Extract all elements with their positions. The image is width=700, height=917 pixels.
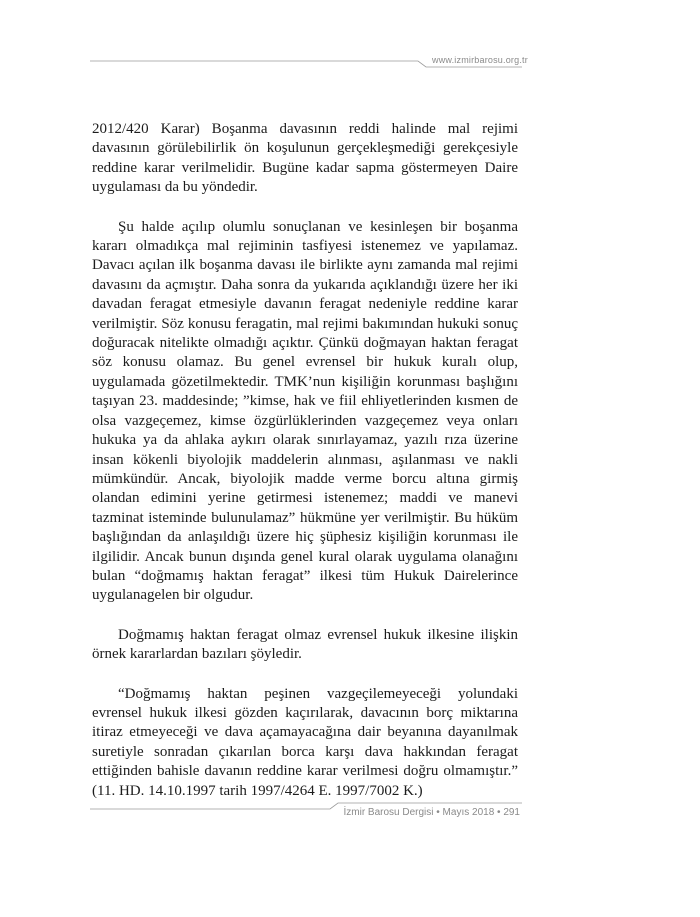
header-url: www.izmirbarosu.org.tr (432, 55, 528, 65)
header-rule (90, 56, 522, 68)
paragraph-2: Şu halde açılıp olumlu sonuçlanan ve kesinleşen bir boşanma kararı olmadıkça mal rejiminin tasfiyesi istenemez ve yapılamaz. Davacı açılan ilk boşanma davası ile birlikte aynı zamanda mal rejimi davasını da açmıştır. Daha sonra da yukarıda açıklandığı üzere her iki davadan feragat etmesiyle davanın feragat nedeniyle reddine karar verilmiştir. Söz konusu feragatin, mal rejimi bakımından hukuki sonuç doğuracak nitelikte olmadığı açıktır. Çünkü doğmayan haktan feragat söz konusu olamaz. Bu genel evrensel bir hukuk kuralı olup, uygulamada gözetilmektedir. TMK’nun kişiliğin korunması başlığını taşıyan 23. maddesinde; ”kimse, hak ve fiil ehliyetlerinden kısmen de olsa vazgeçemez, kimse özgürlüklerinden vazgeçemez veya onları hukuka ya da ahlaka aykırı olarak sınırlayamaz, yazılı rıza üzerine insan kökenli biyolojik maddelerin alınması, aşılanması ve nakli mümkündür. Ancak, biyolojik madde verme borcu altına girmiş olandan edimini yerine getirmesi istenemez; maddi ve manevi tazminat isteminde bulunulamaz” hükmüne yer verilmiştir. Bu hüküm başlığından da anlaşıldığı üzere hiç şüphesiz kişiliğin korunması ile ilgilidir. Ancak bunun dışında genel kural olarak uygulama olanağını bulan “doğmamış haktan feragat” ilkesi tüm Hukuk Dairelerince uygulanagelen bir olgudur. (92, 218, 518, 604)
paragraph-3: Doğmamış haktan feragat olmaz evrensel hukuk ilkesine ilişkin örnek kararlardan bazıları şöyledir. (92, 626, 518, 663)
footer-journal-info: İzmir Barosu Dergisi • Mayıs 2018 • 291 (343, 807, 520, 818)
paragraph-1: 2012/420 Karar) Boşanma davasının reddi halinde mal rejimi davasının görülebilirlik ön koşulunun gerçekleşmediği gerekçesiyle reddine karar verilmelidir. Bugüne kadar sapma göstermeyen Daire uygulaması da bu yöndedir. (92, 121, 518, 196)
body-text (92, 120, 518, 801)
paragraph-4: “Doğmamış haktan peşinen vazgeçilemeyeceği yolundaki evrensel hukuk ilkesi gözden kaçırılarak, davacının borç miktarına itiraz etmeyeceği ve dava açamayacağına dair beyanına dayanılmak suretiyle sonradan çıkarılan borca karşı dava hakkından feragat ettiğinden bahisle davanın reddine karar verilmesi doğru olmamıştır.” (11. HD. 14.10.1997 tarih 1997/4264 E. 1997/7002 K.) (92, 685, 518, 799)
